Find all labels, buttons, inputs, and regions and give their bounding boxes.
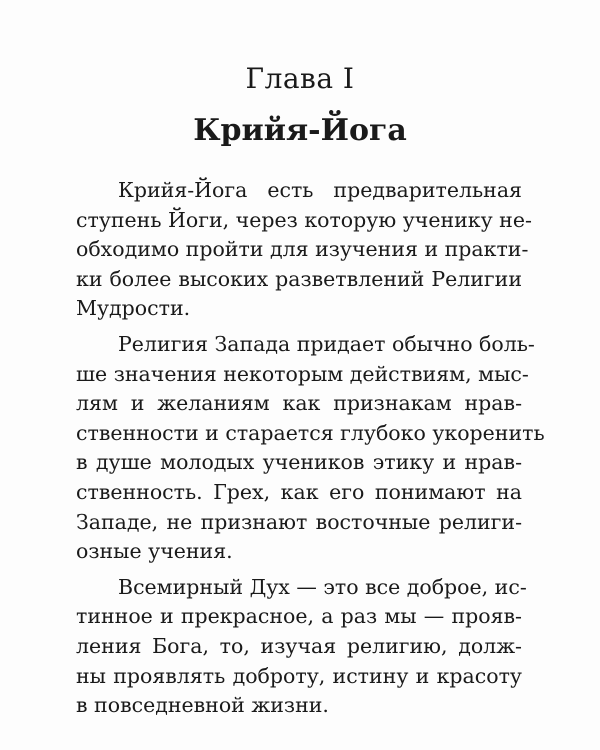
paragraph bbox=[76, 176, 532, 324]
text-line: Всемирный Дух — это все доброе, ис- bbox=[118, 574, 527, 599]
paragraph bbox=[76, 573, 527, 721]
chapter-label: Глава I bbox=[245, 62, 355, 95]
text-line: ственности и старается глубоко укоренить bbox=[76, 420, 545, 445]
text-line: в душе молодых учеников этику и нрав- bbox=[76, 450, 522, 475]
text-line: Мудрости. bbox=[76, 296, 191, 321]
text-line: ственность. Грех, как его понимают на bbox=[76, 479, 522, 504]
text-line: ны проявлять доброту, истину и красоту bbox=[76, 663, 522, 688]
text-line: обходимо пройти для изучения и практи- bbox=[76, 237, 529, 262]
text-line: в повседневной жизни. bbox=[76, 693, 329, 718]
chapter-body bbox=[76, 176, 545, 721]
text-line: ления Бога, то, изучая религию, долж- bbox=[76, 633, 522, 658]
text-line: тинное и прекрасное, а раз мы — прояв- bbox=[76, 604, 522, 629]
text-line: ше значения некоторым действиям, мыс- bbox=[76, 361, 529, 386]
text-line: Западе, не признают восточные религи- bbox=[76, 509, 522, 534]
text-line: Крийя-Йога есть предварительная bbox=[118, 178, 522, 202]
text-line: ки более высоких разветвлений Религии bbox=[76, 266, 522, 291]
text-line: озные учения. bbox=[76, 539, 233, 564]
paragraph bbox=[76, 330, 545, 567]
text-line: лям и желаниям как признакам нрав- bbox=[76, 391, 522, 416]
chapter-title: Крийя-Йога bbox=[193, 113, 407, 148]
text-line: ступень Йоги, через которую ученику не- bbox=[76, 207, 532, 232]
text-line: Религия Запада придает обычно боль- bbox=[118, 331, 535, 356]
